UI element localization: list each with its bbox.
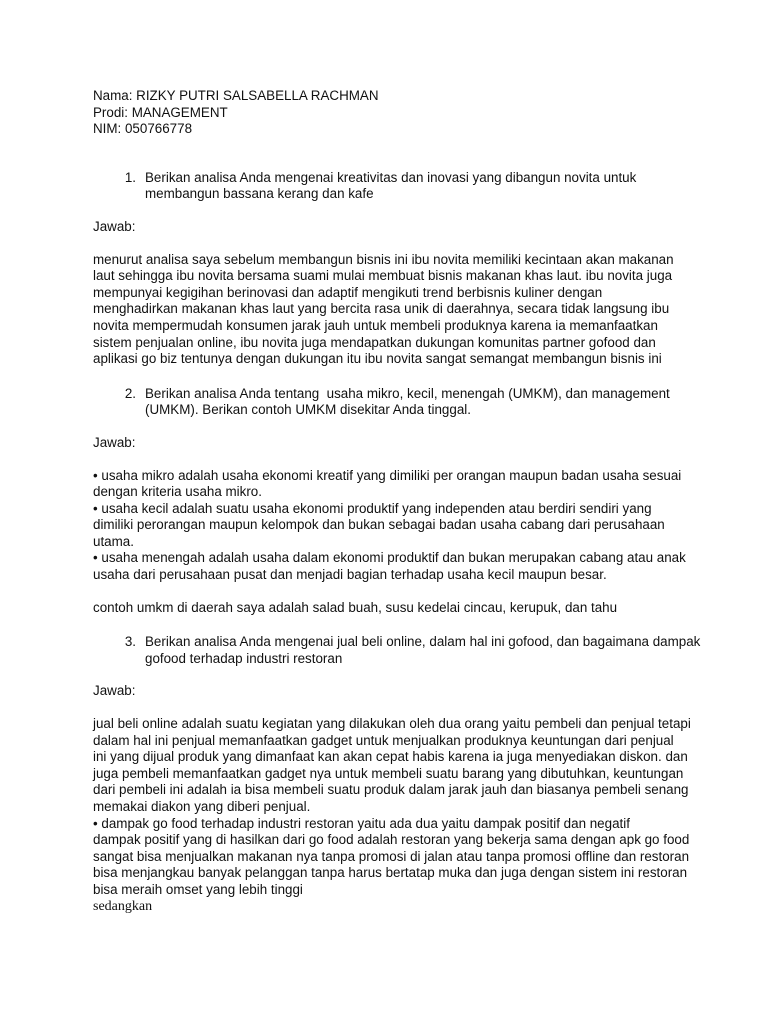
answer-line: juga pembeli memanfaatkan gadget nya untuk membeli suatu barang yang dibutuhkan, keuntungan [93, 765, 684, 781]
answer-line: aplikasi go biz tentunya dengan dukungan itu ibu novita sangat semangat membangun bisnis ini [93, 351, 662, 367]
answer-line: sistem penjualan online, ibu novita juga mendapatkan dukungan komunitas partner gofood dan [93, 334, 656, 350]
answer-2 [93, 467, 686, 584]
question-text-line: gofood terhadap industri restoran [145, 650, 343, 666]
answer-line: dalam hal ini penjual memanfaatkan gadget untuk menjualkan produknya keuntungan dari penjual [93, 732, 674, 748]
answer-line: usaha dari perusahaan pusat dan menjadi bagian terhadap usaha kecil maupun besar. [93, 567, 607, 583]
answer-label: Jawab: [93, 683, 136, 699]
answer-3 [93, 716, 691, 899]
student-name: Nama: RIZKY PUTRI SALSABELLA RACHMAN [93, 88, 379, 103]
answer-line: menurut analisa saya sebelum membangun bisnis ini ibu novita memiliki kecintaan akan makanan [93, 251, 674, 267]
answer-line: menghadirkan makanan khas laut yang bercita rasa unik di daerahnya, secara tidak langsung ibu [93, 301, 670, 317]
question-text-line: Berikan analisa Anda mengenai kreativitas dan inovasi yang dibangun novita untuk [145, 169, 637, 185]
answer-line: bisa menjangkau banyak pelanggan tanpa harus bertatap muka dan juga dengan sistem ini restoran [93, 865, 688, 881]
question-text-line: membangun bassana kerang dan kafe [145, 186, 374, 202]
question-text-line: (UMKM). Berikan contoh UMKM disekitar Anda tinggal. [145, 402, 471, 418]
answer-line: • usaha menengah adalah usaha dalam ekonomi produktif dan bukan merupakan cabang atau anak [93, 550, 686, 566]
answer-line: • usaha kecil adalah suatu usaha ekonomi produktif yang independen atau berdiri sendiri yang [93, 500, 652, 516]
student-id: NIM: 050766778 [93, 121, 193, 137]
answer-line: utama. [93, 533, 134, 549]
answer-line: memakai diakon yang diberi penjual. [93, 799, 311, 814]
answer-line: dengan kriteria usaha mikro. [93, 484, 262, 500]
document-page [93, 88, 701, 915]
question-text-line: Berikan analisa Anda tentang usaha mikro, kecil, menengah (UMKM), dan management [145, 385, 670, 401]
answer-line: dimiliki perorangan maupun kelompok dan bukan sebagai badan usaha cabang dari perusahaan [93, 517, 665, 533]
answer-line: bisa meraih omset yang lebih tinggi [93, 881, 303, 897]
trailing-word: sedangkan [93, 898, 153, 914]
question-3 [91, 634, 701, 667]
umkm-example: contoh umkm di daerah saya adalah salad buah, susu kedelai cincau, kerupuk, dan tahu [93, 599, 618, 615]
answer-line: dari pembeli ini adalah ia bisa membeli suatu produk dalam jarak jauh dan biasanya pembeli senang [93, 782, 689, 798]
answer-line: laut sehingga ibu novita bersama suami mulai membuat bisnis makanan khas laut. ibu novita juga [93, 268, 673, 284]
answer-line: novita mempermudah konsumen jarak jauh untuk membeli produknya karena ia memanfaatkan [93, 317, 658, 333]
answer-line: jual beli online adalah suatu kegiatan yang dilakukan oleh dua orang yaitu pembeli dan penjual tetapi [93, 716, 691, 732]
answer-label: Jawab: [93, 218, 136, 234]
question-2 [91, 386, 683, 419]
answer-line: • usaha mikro adalah usaha ekonomi kreatif yang dimiliki per orangan maupun badan usaha sesuai [93, 467, 682, 483]
answer-line: dampak positif yang di hasilkan dari go food adalah restoran yang bekerja sama dengan apk go food [93, 832, 690, 848]
question-number: 3. [124, 634, 136, 650]
question-number: 1. [124, 169, 136, 185]
question-number: 2. [124, 385, 136, 401]
question-text-line: Berikan analisa Anda mengenai jual beli online, dalam hal ini gofood, dan bagaimana dampak [145, 634, 701, 650]
answer-line: • dampak go food terhadap industri restoran yaitu ada dua yaitu dampak positif dan negatif [93, 815, 630, 831]
answer-1 [93, 252, 683, 368]
study-program: Prodi: MANAGEMENT [93, 104, 228, 120]
answer-line: mempunyai kegigihan berinovasi dan adaptif mengikuti trend berbisnis kuliner dengan [93, 284, 603, 300]
question-1 [91, 170, 683, 203]
answer-line: ini yang dijual produk yang dimanfaat kan akan cepat habis karena ia juga menyediakan diskon. dan [93, 749, 688, 765]
answer-label: Jawab: [93, 434, 136, 450]
answer-line: sangat bisa menjualkan makanan nya tanpa promosi di jalan atau tanpa promosi offline dan restoran [93, 848, 690, 864]
